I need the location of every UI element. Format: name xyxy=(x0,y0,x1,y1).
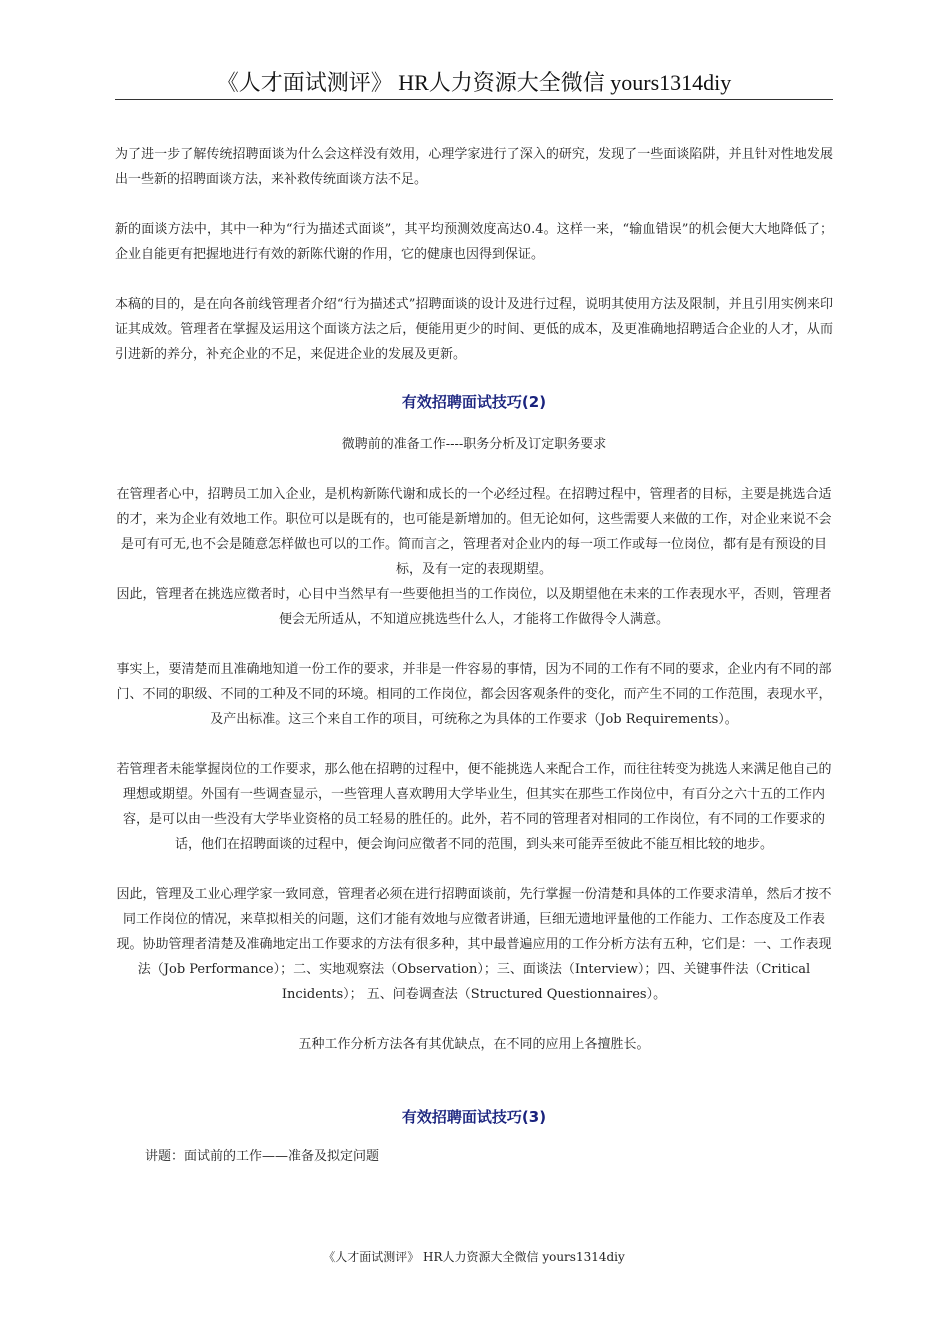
document-body xyxy=(115,142,833,1169)
section-2-paragraph-3: 事实上，要清楚而且准确地知道一份工作的要求，并非是一件容易的事情，因为不同的工作有不同的要求，企业内有不同的部门、不同的职级、不同的工种及不同的环境。相同的工作岗位，都会因客观条件的变化，而产生不同的工作范围，表现水平，及产出标准。这三个来自工作的项目，可统称之为具体的工作要求（Job Requirements）。 xyxy=(116,662,832,727)
section-3-topic: 讲题：面试前的工作——准备及拟定问题 xyxy=(145,1149,380,1164)
page-footer: 《人才面试测评》 HR人力资源大全微信 yours1314diy xyxy=(323,1250,625,1264)
section-2-paragraph-2: 因此，管理者在挑选应徵者时，心目中当然早有一些要他担当的工作岗位，以及期望他在未来的工作表现水平，否则，管理者便会无所适从，不知道应挑选些什么人，才能将工作做得令人满意。 xyxy=(116,587,832,627)
header-divider xyxy=(115,99,833,100)
section-2-heading: 有效招聘面试技巧(2) xyxy=(401,393,547,411)
section-2-paragraph-1: 在管理者心中，招聘员工加入企业，是机构新陈代谢和成长的一个必经过程。在招聘过程中，管理者的目标，主要是挑选合适的才，来为企业有效地工作。职位可以是既有的，也可能是新增加的。但无论如何，这些需要人来做的工作，对企业来说不会是可有可无,也不会是随意怎样做也可以的工作。简而言之，管理者对企业内的每一项工作或每一位岗位，都有是有预设的目标，及有一定的表现期望。 xyxy=(116,487,832,577)
intro-paragraph-1: 为了进一步了解传统招聘面谈为什么会这样没有效用，心理学家进行了深入的研究，发现了一些面谈陷阱，并且针对性地发展出一些新的招聘面谈方法，来补救传统面谈方法不足。 xyxy=(115,147,833,187)
section-2-subtitle: 微聘前的准备工作----职务分析及订定职务要求 xyxy=(341,437,607,452)
section-2-paragraph-5: 因此，管理及工业心理学家一致同意，管理者必须在进行招聘面谈前，先行掌握一份清楚和具体的工作要求清单，然后才按不同工作岗位的情况，来草拟相关的问题，这们才能有效地与应徵者讲通，巨细无遗地评量他的工作能力、工作态度及工作表现。协助管理者清楚及准确地定出工作要求的方法有很多种，其中最普遍应用的工作分析方法有五种，它们是：一、工作表现法（Job Performance）；二、实地观察法（Observation）；三、面谈法（Interview）；四、关键事件法（Critical Incidents）； 五、问卷调查法（Structured Questionnaires）。 xyxy=(116,887,832,1002)
intro-paragraph-2: 新的面谈方法中，其中一种为“行为描述式面谈”，其平均预测效度高达0.4。这样一来，“输血错误”的机会便大大地降低了；企业自能更有把握地进行有效的新陈代谢的作用，它的健康也因得到保证。 xyxy=(115,222,833,262)
intro-paragraph-3: 本稿的目的，是在向各前线管理者介绍“行为描述式”招聘面谈的设计及进行过程，说明其使用方法及限制，并且引用实例来印证其成效。管理者在掌握及运用这个面谈方法之后，便能用更少的时间、更低的成本，及更准确地招聘适合企业的人才，从而引进新的养分，补充企业的不足，来促进企业的发展及更新。 xyxy=(115,297,833,362)
section-3-heading: 有效招聘面试技巧(3) xyxy=(401,1108,547,1126)
section-2-paragraph-6: 五种工作分析方法各有其优缺点，在不同的应用上各擅胜长。 xyxy=(298,1037,650,1052)
section-2-paragraph-4: 若管理者未能掌握岗位的工作要求，那么他在招聘的过程中，便不能挑选人来配合工作，而往往转变为挑选人来满足他自己的理想或期望。外国有一些调查显示，一些管理人喜欢聘用大学毕业生，但其实在那些工作岗位中，有百分之六十五的工作内容，是可以由一些没有大学毕业资格的员工轻易的胜任的。此外，若不同的管理者对相同的工作岗位，有不同的工作要求的话，他们在招聘面谈的过程中，便会询问应徵者不同的范围，到头来可能弄至彼此不能互相比较的地步。 xyxy=(116,762,832,852)
page-header-title: 《人才面试测评》 HR人力资源大全微信 yours1314diy xyxy=(216,70,732,95)
